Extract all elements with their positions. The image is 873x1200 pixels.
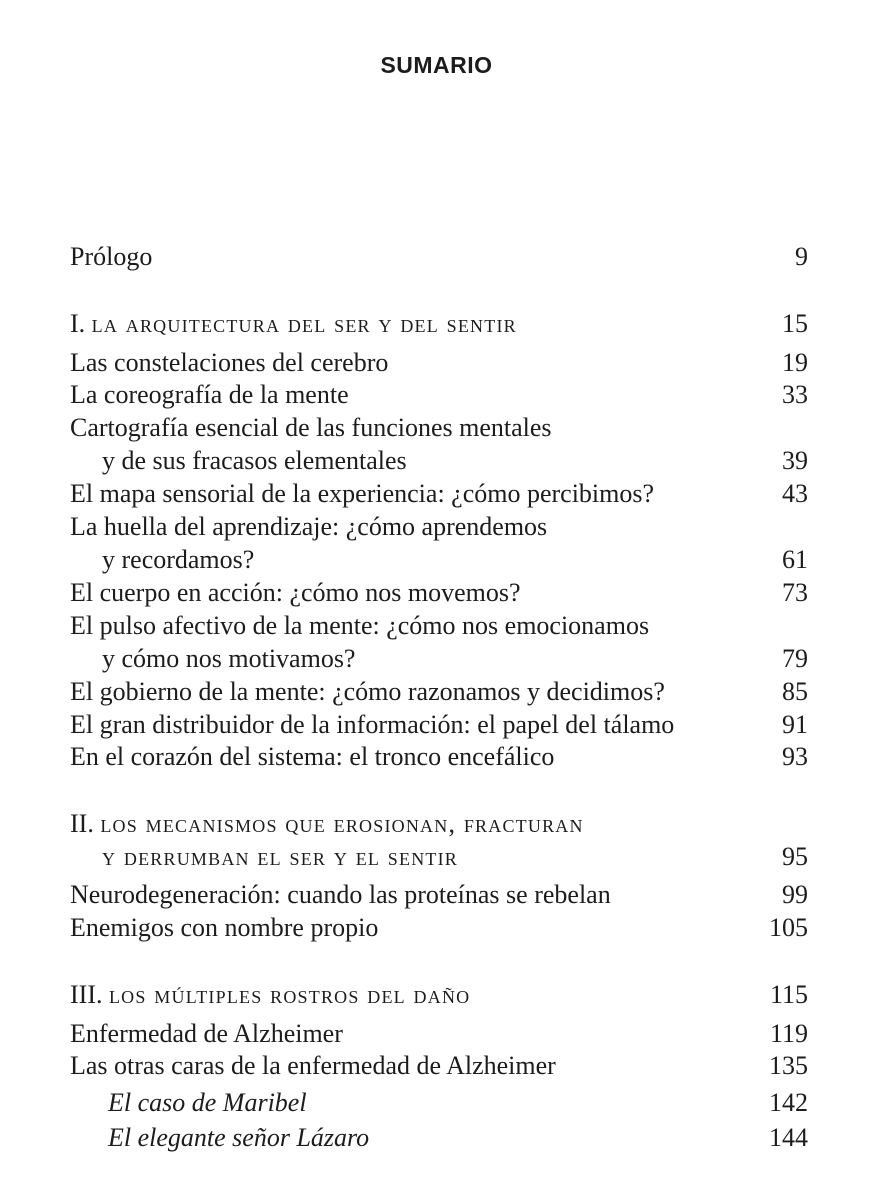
toc-page-number: 99 [782, 880, 808, 909]
toc-entry-prologo[interactable] [70, 240, 808, 274]
toc-entry-continuation[interactable] [70, 642, 808, 676]
toc-page-number: 144 [769, 1123, 808, 1152]
toc-page-number: 142 [769, 1088, 808, 1117]
toc-page-number: 119 [769, 1019, 808, 1048]
toc-page-number: 91 [782, 710, 808, 739]
toc-entry[interactable] [70, 1017, 808, 1051]
toc-entry[interactable] [70, 576, 808, 610]
toc-entry[interactable] [70, 911, 808, 945]
toc-part-1-heading[interactable] [70, 307, 808, 341]
toc-entry-label: Enemigos con nombre propio [70, 913, 379, 942]
toc-part-2-heading[interactable] [70, 807, 808, 841]
part-number: II. [70, 809, 94, 838]
toc-entry-label: Enfermedad de Alzheimer [70, 1019, 343, 1048]
toc-entry-continuation[interactable] [70, 444, 808, 478]
toc-page-number: 15 [782, 309, 808, 338]
toc-entry-label: Prólogo [70, 242, 153, 271]
toc-page-number: 93 [782, 742, 808, 771]
part-number: III. [70, 980, 103, 1009]
toc-entry[interactable] [70, 609, 808, 643]
toc-entry-label: La huella del aprendizaje: ¿cómo aprendemos [70, 512, 548, 541]
toc-subentry[interactable] [70, 1086, 808, 1120]
toc-entry-label: El mapa sensorial de la experiencia: ¿cómo percibimos? [70, 479, 655, 508]
toc-subentry-label: El elegante señor Lázaro [108, 1123, 370, 1152]
toc-entry-label: Las otras caras de la enfermedad de Alzheimer [70, 1051, 556, 1080]
toc-part-2-heading-continuation[interactable] [70, 840, 808, 874]
toc-page-number: 33 [782, 380, 808, 409]
part-number: I. [70, 309, 86, 338]
toc-page-number: 73 [782, 578, 808, 607]
toc-page-number: 135 [769, 1051, 808, 1080]
page-title: SUMARIO [380, 52, 493, 78]
toc-entry[interactable] [70, 708, 808, 742]
toc-page-number: 43 [782, 479, 808, 508]
toc-subentry-label: El caso de Maribel [108, 1088, 307, 1117]
toc-entry-label: El pulso afectivo de la mente: ¿cómo nos emocionamos [70, 611, 650, 640]
toc-entry[interactable] [70, 878, 808, 912]
toc-entry[interactable] [70, 740, 808, 774]
part-title-cont: y derrumban el ser y el sentir [102, 842, 459, 871]
toc-entry-continuation[interactable] [70, 543, 808, 577]
part-title: la arquitectura del ser y del sentir [91, 309, 517, 338]
toc-page-number: 19 [782, 348, 808, 377]
toc-entry-label: Las constelaciones del cerebro [70, 348, 389, 377]
toc-entry[interactable] [70, 346, 808, 380]
toc-page-number: 85 [782, 677, 808, 706]
toc-page-number: 79 [782, 644, 808, 673]
toc-entry[interactable] [70, 675, 808, 709]
part-title: los mecanismos que erosionan, fracturan [100, 809, 584, 838]
toc-page-number: 95 [782, 842, 808, 871]
toc-page-number: 61 [782, 545, 808, 574]
toc-subentry[interactable] [70, 1121, 808, 1155]
toc-entry[interactable] [70, 411, 808, 445]
toc-entry-label: El gran distribuidor de la información: el papel del tálamo [70, 710, 675, 739]
toc-entry[interactable] [70, 378, 808, 412]
toc-entry-label-cont: y cómo nos motivamos? [102, 644, 356, 673]
toc-entry-label: Cartografía esencial de las funciones mentales [70, 413, 552, 442]
toc-entry[interactable] [70, 1049, 808, 1083]
toc-entry-label: Neurodegeneración: cuando las proteínas se rebelan [70, 880, 611, 909]
toc-page-number: 9 [795, 242, 808, 271]
toc-entry-label-cont: y de sus fracasos elementales [102, 446, 407, 475]
toc-entry[interactable] [70, 510, 808, 544]
toc-page-number: 39 [782, 446, 808, 475]
toc-entry[interactable] [70, 477, 808, 511]
toc-page-number: 115 [769, 980, 808, 1009]
toc-part-3-heading[interactable] [70, 978, 808, 1012]
toc-entry-label: El cuerpo en acción: ¿cómo nos movemos? [70, 578, 521, 607]
part-title: los múltiples rostros del daño [108, 980, 471, 1009]
toc-entry-label-cont: y recordamos? [102, 545, 255, 574]
toc-page-number: 105 [769, 913, 808, 942]
toc-entry-label: La coreografía de la mente [70, 380, 349, 409]
toc-entry-label: En el corazón del sistema: el tronco encefálico [70, 742, 555, 771]
toc-entry-label: El gobierno de la mente: ¿cómo razonamos y decidimos? [70, 677, 665, 706]
